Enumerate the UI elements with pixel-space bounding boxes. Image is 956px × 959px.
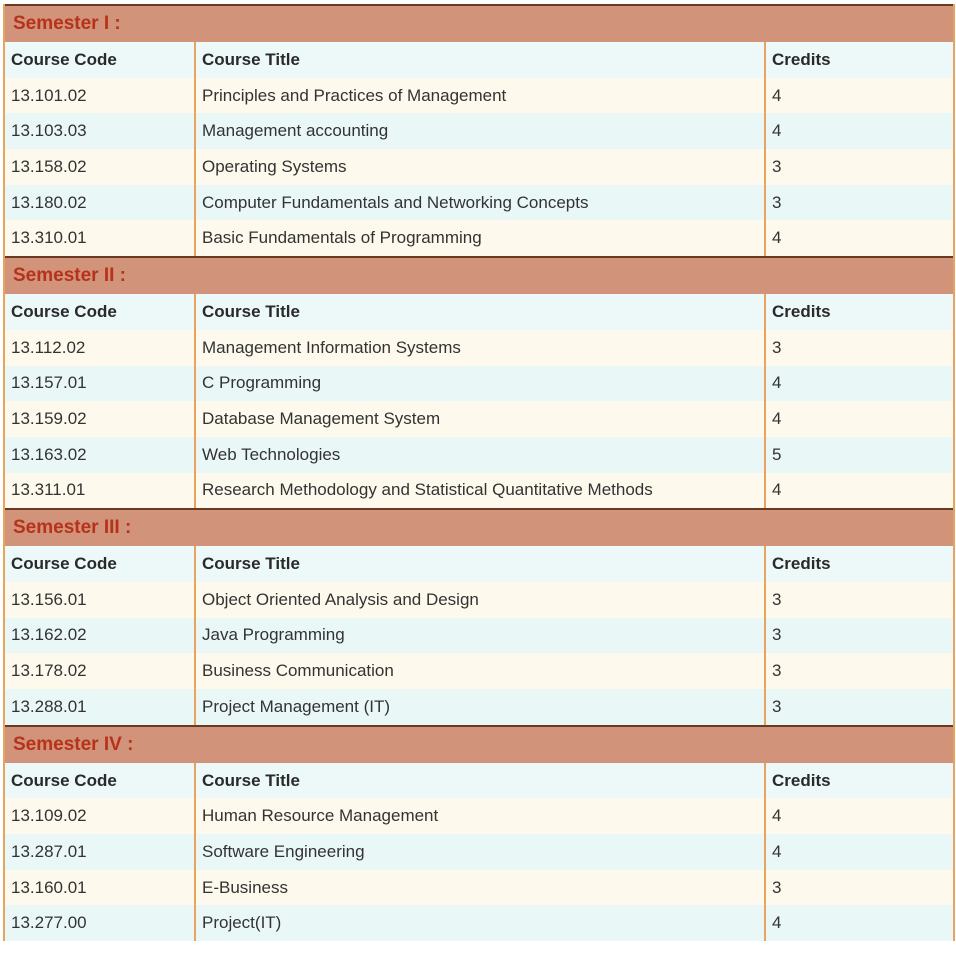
course-title: Basic Fundamentals of Programming [195,220,765,256]
table-row [5,330,953,366]
table-row [5,149,953,185]
course-code: 13.288.01 [5,689,195,725]
course-credits: 3 [765,618,953,654]
course-credits: 3 [765,149,953,185]
course-code: 13.277.00 [5,905,195,941]
course-title: Database Management System [195,401,765,437]
table-row [5,798,953,834]
course-title: Operating Systems [195,149,765,185]
course-code: 13.180.02 [5,185,195,221]
column-header-title: Course Title [195,546,765,582]
table-row [5,870,953,906]
table-row [5,185,953,221]
course-title: Principles and Practices of Management [195,78,765,114]
semester-title: Semester II : [5,256,953,294]
table-row [5,401,953,437]
table-row [5,653,953,689]
course-credits: 4 [765,905,953,941]
column-header-code: Course Code [5,42,195,78]
course-title: Management Information Systems [195,330,765,366]
course-code: 13.287.01 [5,834,195,870]
column-header-title: Course Title [195,294,765,330]
course-credits: 4 [765,366,953,402]
course-credits: 3 [765,689,953,725]
table-row [5,473,953,509]
course-code: 13.101.02 [5,78,195,114]
column-header-credits: Credits [765,42,953,78]
course-title: Research Methodology and Statistical Quantitative Methods [195,473,765,509]
column-header-code: Course Code [5,763,195,799]
semester-title: Semester I : [5,4,953,42]
course-code: 13.157.01 [5,366,195,402]
course-title: Human Resource Management [195,798,765,834]
course-title: C Programming [195,366,765,402]
course-title: Software Engineering [195,834,765,870]
course-code: 13.160.01 [5,870,195,906]
column-header-credits: Credits [765,294,953,330]
course-table [5,42,953,256]
course-credits: 4 [765,78,953,114]
course-code: 13.162.02 [5,618,195,654]
course-title: Java Programming [195,618,765,654]
table-row [5,78,953,114]
course-code: 13.310.01 [5,220,195,256]
semester-title: Semester III : [5,508,953,546]
curriculum-container [3,4,955,941]
table-header-row [5,763,953,799]
table-row [5,834,953,870]
course-credits: 4 [765,473,953,509]
course-code: 13.156.01 [5,582,195,618]
table-row [5,905,953,941]
column-header-code: Course Code [5,546,195,582]
course-code: 13.103.03 [5,113,195,149]
course-title: Project(IT) [195,905,765,941]
course-credits: 4 [765,401,953,437]
course-title: Computer Fundamentals and Networking Concepts [195,185,765,221]
table-row [5,220,953,256]
course-table [5,546,953,724]
column-header-credits: Credits [765,546,953,582]
column-header-title: Course Title [195,42,765,78]
table-header-row [5,546,953,582]
course-credits: 4 [765,834,953,870]
table-row [5,366,953,402]
table-row [5,689,953,725]
course-title: Web Technologies [195,437,765,473]
table-header-row [5,294,953,330]
course-table [5,763,953,941]
table-row [5,437,953,473]
course-title: Management accounting [195,113,765,149]
course-credits: 3 [765,330,953,366]
course-credits: 4 [765,220,953,256]
table-row [5,618,953,654]
course-title: Project Management (IT) [195,689,765,725]
course-credits: 3 [765,582,953,618]
course-credits: 3 [765,870,953,906]
course-title: Object Oriented Analysis and Design [195,582,765,618]
course-credits: 4 [765,113,953,149]
course-code: 13.158.02 [5,149,195,185]
course-code: 13.178.02 [5,653,195,689]
course-code: 13.311.01 [5,473,195,509]
semester-section [3,4,955,256]
course-table [5,294,953,508]
course-code: 13.159.02 [5,401,195,437]
semester-section [3,256,955,508]
course-title: E-Business [195,870,765,906]
course-code: 13.112.02 [5,330,195,366]
table-row [5,113,953,149]
semester-section [3,725,955,941]
table-header-row [5,42,953,78]
column-header-title: Course Title [195,763,765,799]
column-header-credits: Credits [765,763,953,799]
course-credits: 4 [765,798,953,834]
semester-section [3,508,955,724]
course-code: 13.163.02 [5,437,195,473]
course-credits: 3 [765,185,953,221]
column-header-code: Course Code [5,294,195,330]
course-title: Business Communication [195,653,765,689]
course-credits: 3 [765,653,953,689]
course-credits: 5 [765,437,953,473]
course-code: 13.109.02 [5,798,195,834]
table-row [5,582,953,618]
semester-title: Semester IV : [5,725,953,763]
